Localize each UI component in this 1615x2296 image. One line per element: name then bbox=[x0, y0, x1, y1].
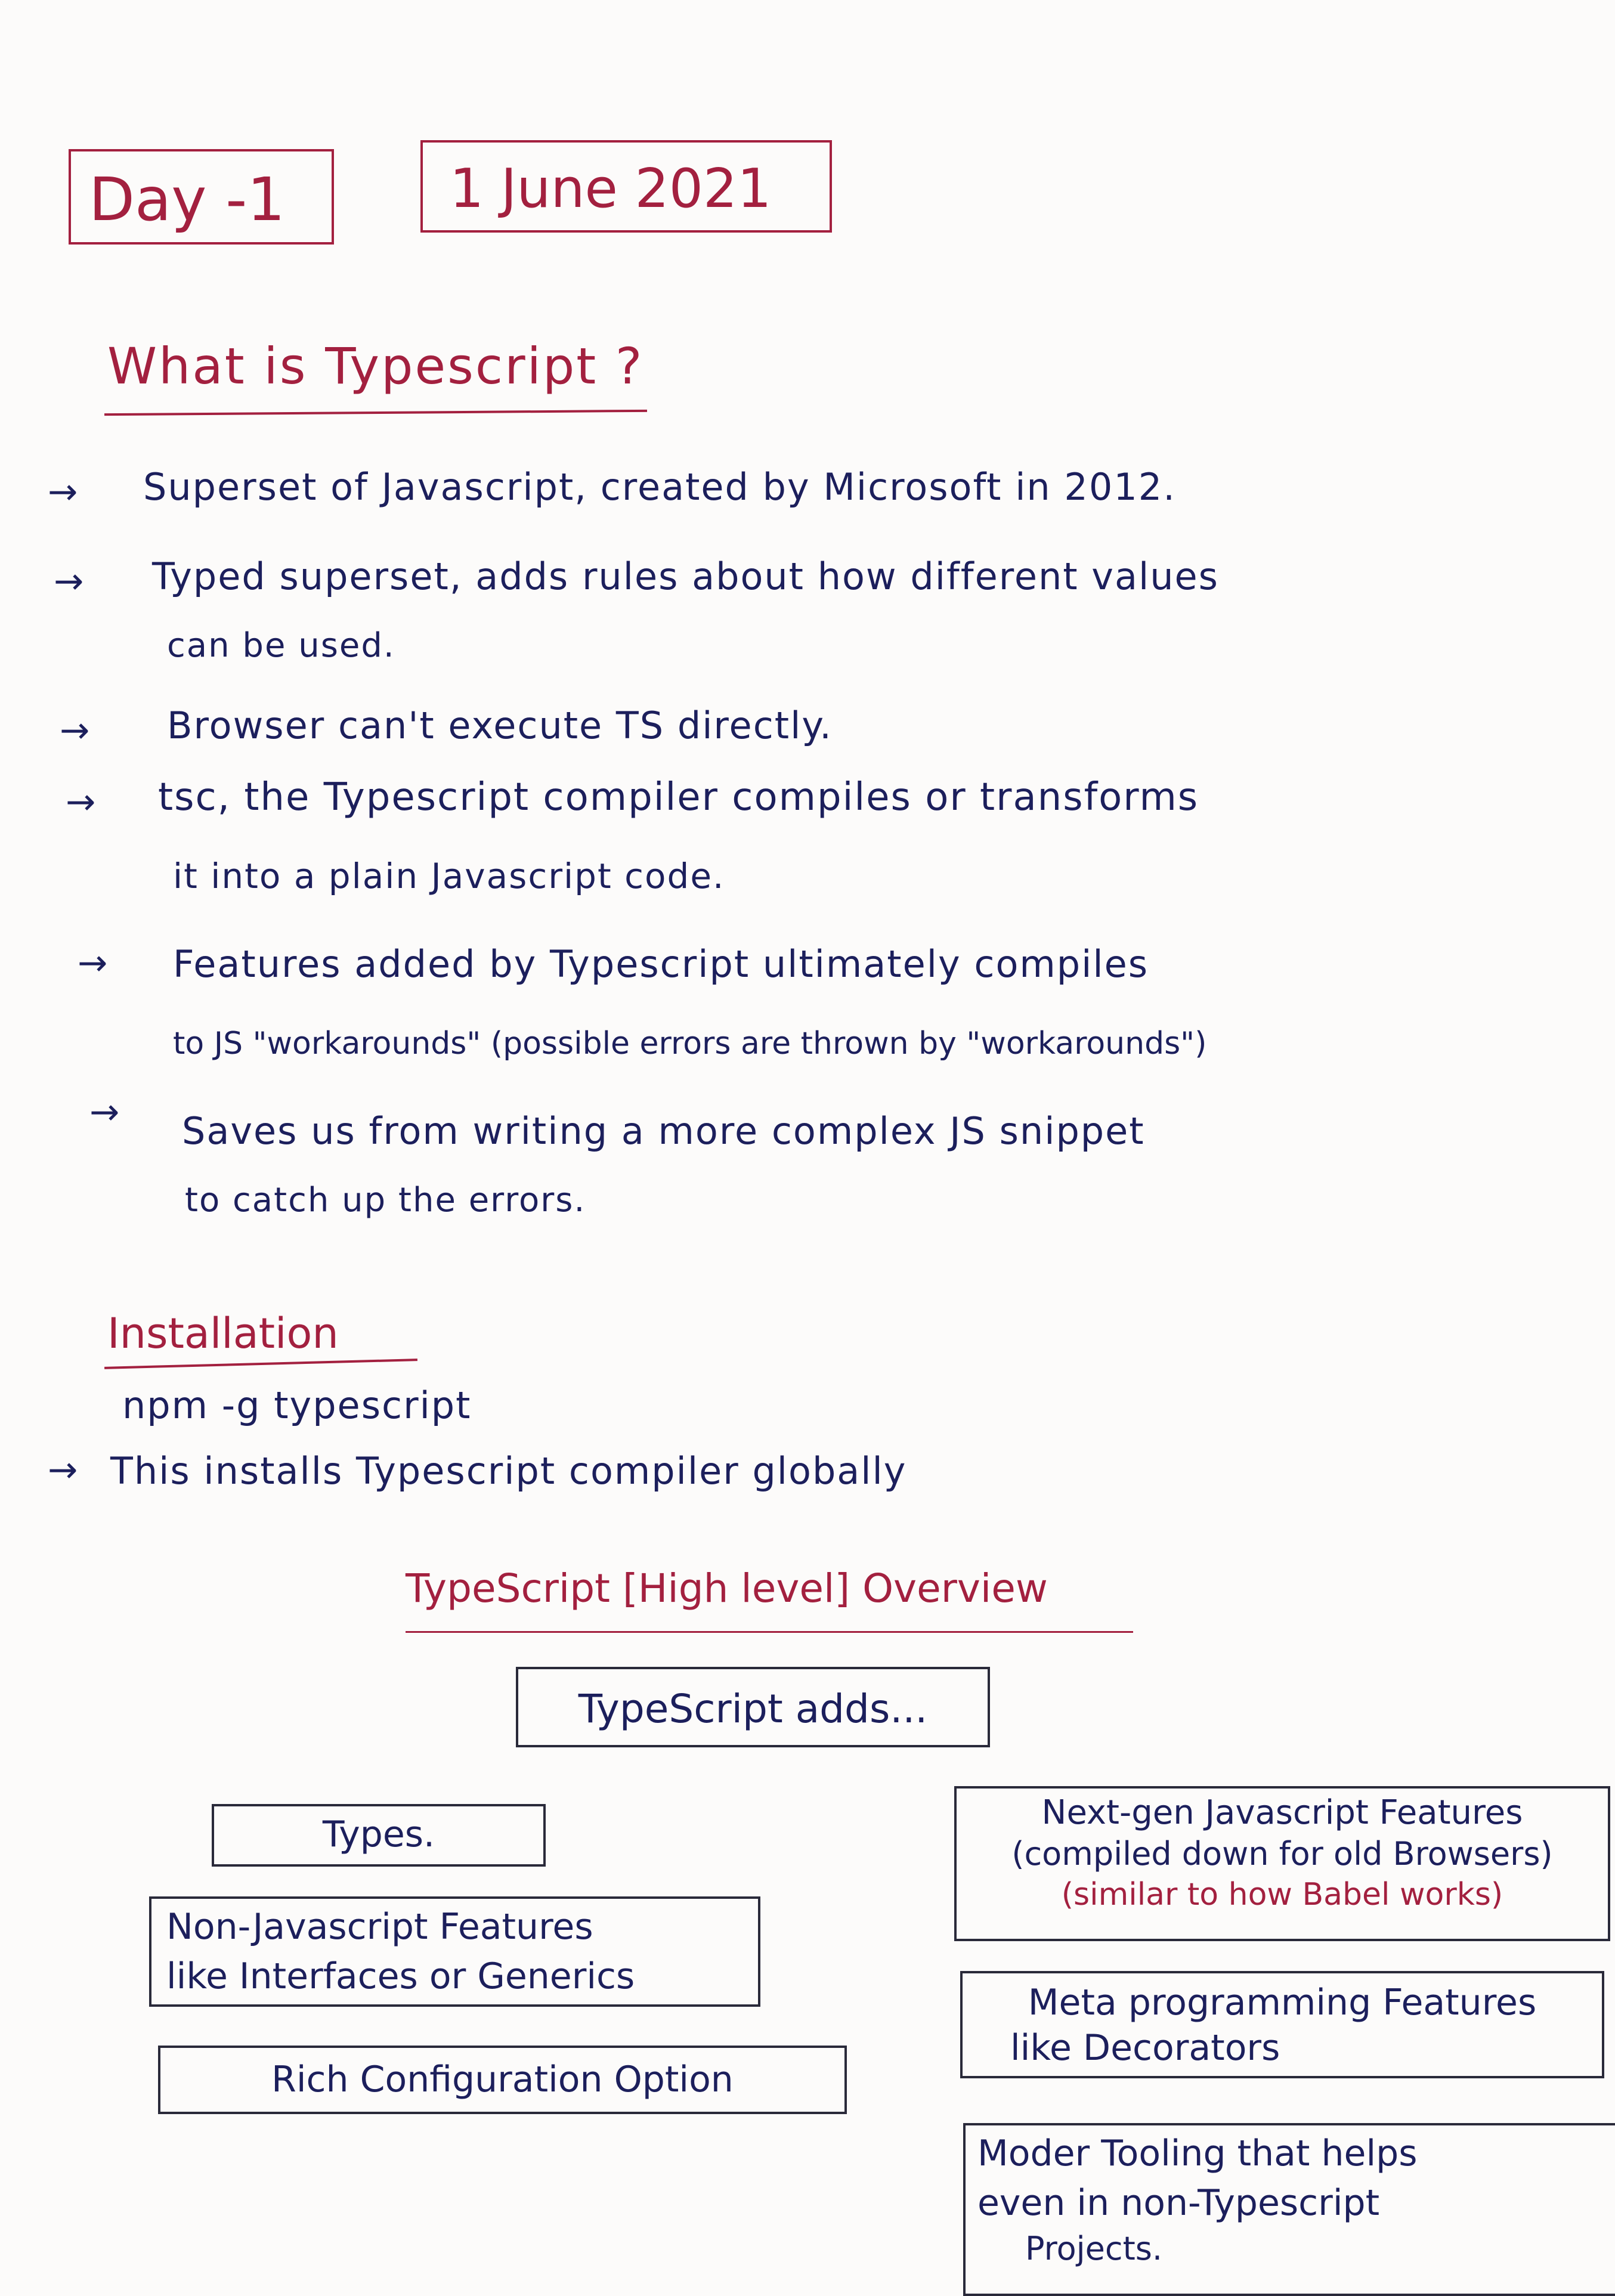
rich-config-box bbox=[158, 2046, 847, 2114]
rich-config-label: Rich Configuration Option bbox=[271, 2059, 734, 2100]
arrow-icon: → bbox=[89, 1091, 120, 1133]
tooling-line: even in non-Typescript bbox=[977, 2182, 1380, 2224]
heading-underline bbox=[406, 1631, 1133, 1633]
typescript-adds-label: TypeScript adds... bbox=[578, 1686, 928, 1732]
bullet-line: Saves us from writing a more complex JS snippet bbox=[182, 1109, 1145, 1153]
bullet-line: Typed superset, adds rules about how different values bbox=[152, 555, 1219, 598]
arrow-icon: → bbox=[66, 781, 96, 823]
modern-tooling-box bbox=[963, 2123, 1615, 2296]
bullet-line: Features added by Typescript ultimately compiles bbox=[173, 942, 1149, 986]
types-label: Types. bbox=[322, 1814, 435, 1855]
types-box bbox=[212, 1804, 546, 1867]
meta-programming-box bbox=[960, 1971, 1604, 2078]
non-js-line: like Interfaces or Generics bbox=[166, 1955, 635, 1997]
next-gen-line: (compiled down for old Browsers) bbox=[1011, 1835, 1553, 1873]
arrow-icon: → bbox=[48, 1449, 78, 1491]
install-command: npm -g typescript bbox=[122, 1384, 472, 1427]
next-gen-features-box bbox=[954, 1786, 1610, 1941]
next-gen-line: (similar to how Babel works) bbox=[1061, 1877, 1503, 1913]
next-gen-line: Next-gen Javascript Features bbox=[1041, 1793, 1523, 1832]
arrow-icon: → bbox=[48, 471, 78, 513]
arrow-icon: → bbox=[60, 710, 90, 751]
bullet-line: tsc, the Typescript compiler compiles or transforms bbox=[158, 775, 1199, 819]
meta-line: like Decorators bbox=[1010, 2027, 1280, 2069]
bullet-line: Superset of Javascript, created by Microsoft in 2012. bbox=[143, 465, 1176, 509]
tooling-line: Moder Tooling that helps bbox=[977, 2133, 1418, 2174]
day-label: Day -1 bbox=[89, 165, 285, 234]
section-heading-installation: Installation bbox=[107, 1309, 339, 1358]
bullet-line: can be used. bbox=[167, 626, 395, 665]
install-note: This installs Typescript compiler globally bbox=[110, 1449, 907, 1493]
day-label-box bbox=[69, 149, 334, 245]
heading-underline bbox=[104, 410, 647, 416]
bullet-line: to JS "workarounds" (possible errors are thrown by "workarounds") bbox=[173, 1026, 1207, 1062]
section-heading-what-is-typescript: What is Typescript ? bbox=[107, 337, 644, 395]
date-label-box bbox=[420, 140, 832, 233]
section-heading-overview: TypeScript [High level] Overview bbox=[406, 1565, 1048, 1611]
non-js-line: Non-Javascript Features bbox=[166, 1906, 593, 1948]
non-js-features-box bbox=[149, 1896, 760, 2007]
date-label: 1 June 2021 bbox=[450, 157, 772, 220]
heading-underline bbox=[104, 1359, 417, 1369]
typescript-adds-box bbox=[516, 1667, 990, 1747]
arrow-icon: → bbox=[54, 561, 84, 602]
tooling-line: Projects. bbox=[1025, 2230, 1163, 2267]
arrow-icon: → bbox=[78, 942, 108, 984]
bullet-line: it into a plain Javascript code. bbox=[173, 856, 725, 896]
bullet-line: Browser can't execute TS directly. bbox=[167, 704, 833, 747]
bullet-line: to catch up the errors. bbox=[185, 1181, 586, 1220]
meta-line: Meta programming Features bbox=[1028, 1982, 1537, 2023]
